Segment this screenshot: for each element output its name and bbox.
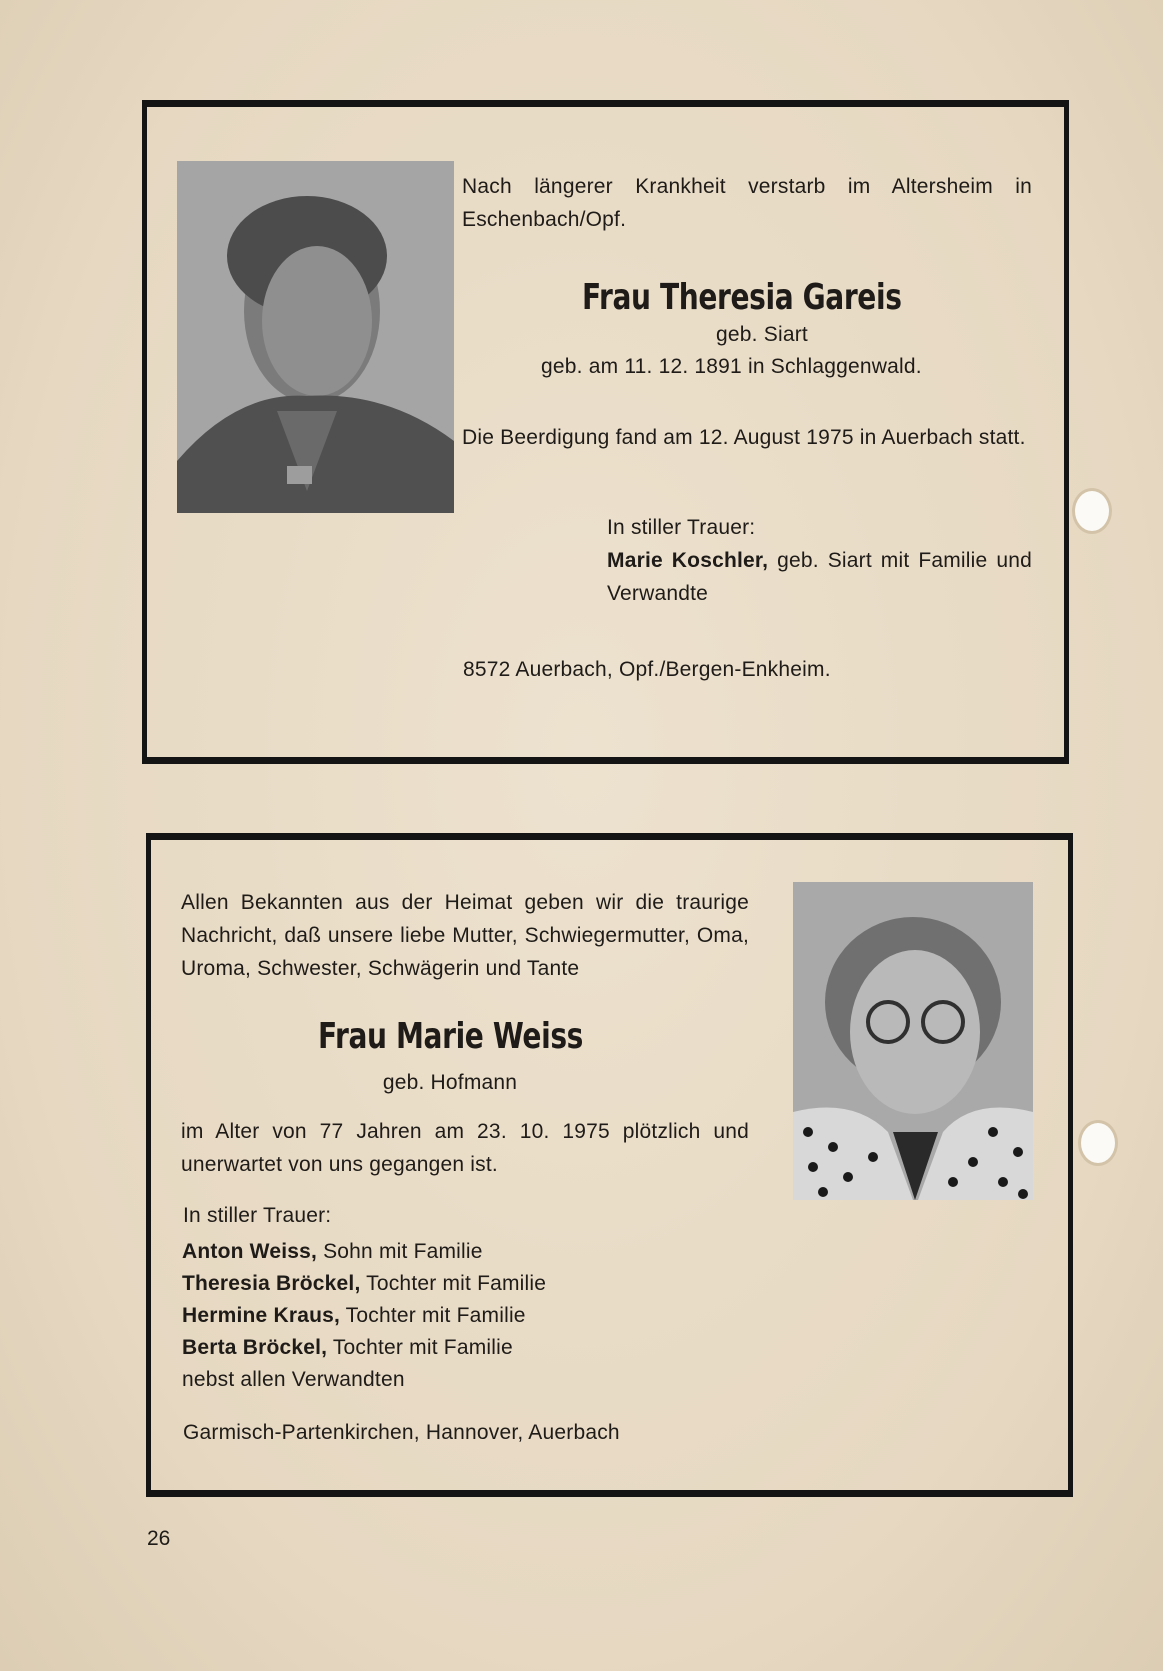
mourner-name: Anton Weiss, <box>182 1240 318 1263</box>
mourner-relation: geb. Siart mit Familie und Verwandte <box>607 549 1032 605</box>
funeral-info-gareis: Die Beerdigung fand am 12. August 1975 in Auerbach statt. <box>462 426 1026 449</box>
mourner-line <box>182 1236 546 1268</box>
mourners-list-weiss <box>182 1236 546 1396</box>
intro-text-gareis: Nach längerer Krankheit verstarb im Altersheim in Eschenbach/Opf. <box>462 175 1032 231</box>
address-gareis: 8572 Auerbach, Opf./Bergen-Enkheim. <box>463 658 831 681</box>
mourner-relation: Tochter mit Familie <box>340 1304 526 1327</box>
mourner-relation: Sohn mit Familie <box>317 1240 483 1263</box>
punch-hole-top <box>1072 488 1112 534</box>
mourning-label-gareis: In stiller Trauer: <box>607 516 756 539</box>
mourners-gareis <box>607 544 1032 610</box>
mourner-line <box>182 1332 546 1364</box>
mourner-name: Theresia Bröckel, <box>182 1272 361 1295</box>
deceased-name-weiss: Frau Marie Weiss <box>318 1016 583 1057</box>
portrait-photo-weiss <box>793 882 1033 1200</box>
mourner-relation: Tochter mit Familie <box>360 1272 547 1295</box>
birth-info-gareis: geb. am 11. 12. 1891 in Schlaggenwald. <box>541 355 922 378</box>
maiden-name-gareis: geb. Siart <box>716 323 808 346</box>
punch-hole-bottom <box>1078 1120 1118 1166</box>
mourner-relation: Tochter mit Familie <box>327 1336 513 1359</box>
mourner-name: Hermine Kraus, <box>182 1304 341 1327</box>
mourner-line <box>182 1268 546 1300</box>
mourner-name: Berta Bröckel, <box>182 1336 328 1359</box>
deceased-name-gareis: Frau Theresia Gareis <box>582 277 902 318</box>
page-number: 26 <box>147 1527 171 1550</box>
relatives-line: nebst allen Verwandten <box>182 1368 405 1391</box>
death-info-weiss: im Alter von 77 Jahren am 23. 10. 1975 plötzlich und unerwartet von uns gegangen ist. <box>181 1120 749 1176</box>
portrait-photo-gareis <box>177 161 454 513</box>
mourner-line <box>182 1300 546 1332</box>
maiden-name-weiss: geb. Hofmann <box>382 1071 518 1094</box>
mourning-label-weiss: In stiller Trauer: <box>183 1204 332 1227</box>
mourner-name: Marie Koschler, <box>607 549 769 572</box>
intro-text-weiss: Allen Bekannten aus der Heimat geben wir die traurige Nachricht, daß unsere liebe Mutter, Schwiegermutter, Oma, Uroma, Schwester, Schwägerin und Tante <box>181 891 749 980</box>
places-weiss: Garmisch-Partenkirchen, Hannover, Auerbach <box>183 1421 620 1444</box>
